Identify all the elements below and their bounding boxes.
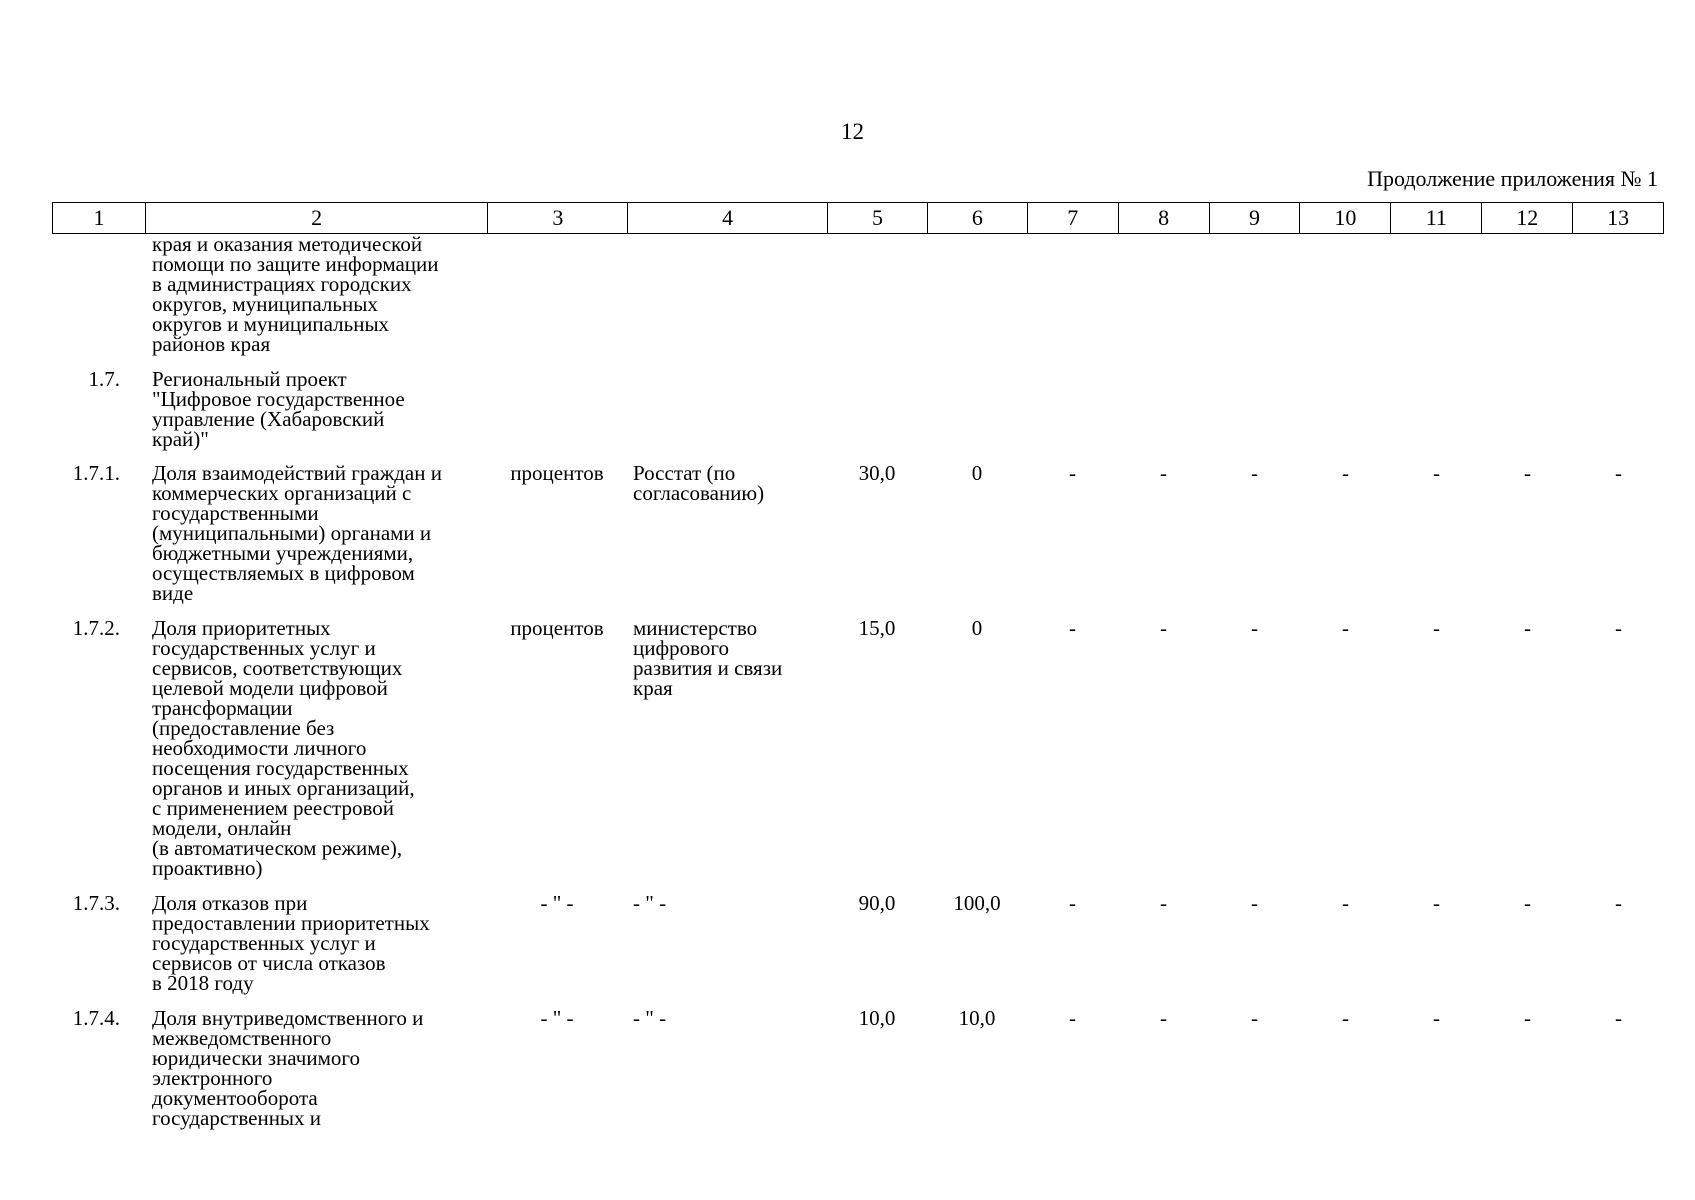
value-col-11: -: [1433, 616, 1440, 640]
value-col-9: -: [1251, 461, 1258, 485]
value-col-5: 30,0: [858, 461, 896, 485]
value-col-9: -: [1251, 1006, 1258, 1030]
value-col-7: -: [1069, 1006, 1076, 1030]
indicator-name: Доля отказов при предоставлении приоритетных государственных услуг и сервисов от числа отказов в 2018 году: [152, 891, 430, 995]
unit: - " -: [540, 891, 574, 915]
unit: процентов: [510, 616, 604, 640]
row-number: 1.7.: [88, 367, 120, 391]
value-col-11: -: [1433, 891, 1440, 915]
header-col-4: 4: [627, 203, 827, 233]
value-col-9: -: [1251, 616, 1258, 640]
value-col-13: -: [1615, 616, 1622, 640]
value-col-5: 10,0: [858, 1006, 896, 1030]
value-col-11: -: [1433, 1006, 1440, 1030]
value-col-10: -: [1342, 616, 1349, 640]
header-col-9: 9: [1209, 203, 1300, 233]
value-col-10: -: [1342, 1006, 1349, 1030]
value-col-6: 100,0: [953, 891, 1001, 915]
value-col-13: -: [1615, 891, 1622, 915]
value-col-8: -: [1160, 1006, 1167, 1030]
indicator-name: Региональный проект "Цифровое государственное управление (Хабаровский край)": [152, 367, 405, 451]
header-col-5: 5: [827, 203, 927, 233]
source: Росстат (по согласованию): [633, 461, 765, 505]
indicator-name: Доля внутриведомственного и межведомственного юридически значимого электронного документооборота государственных и: [152, 1006, 424, 1130]
source: - " -: [633, 891, 667, 915]
value-col-12: -: [1524, 461, 1531, 485]
header-col-11: 11: [1390, 203, 1481, 233]
header-col-12: 12: [1481, 203, 1572, 233]
header-col-13: 13: [1572, 203, 1663, 233]
header-col-8: 8: [1118, 203, 1209, 233]
value-col-7: -: [1069, 616, 1076, 640]
row-number: 1.7.2.: [72, 616, 120, 640]
row-number: 1.7.3.: [72, 891, 120, 915]
value-col-11: -: [1433, 461, 1440, 485]
row-number: 1.7.1.: [72, 461, 120, 485]
value-col-13: -: [1615, 1006, 1622, 1030]
source: - " -: [633, 1006, 667, 1030]
header-col-7: 7: [1027, 203, 1118, 233]
value-col-13: -: [1615, 461, 1622, 485]
value-col-6: 0: [971, 461, 983, 485]
value-col-10: -: [1342, 461, 1349, 485]
header-col-1: 1: [93, 205, 105, 230]
value-col-5: 15,0: [858, 616, 896, 640]
value-col-12: -: [1524, 616, 1531, 640]
value-col-12: -: [1524, 891, 1531, 915]
value-col-6: 0: [971, 616, 983, 640]
header-col-6: 6: [927, 203, 1027, 233]
header-col-3: 3: [487, 203, 627, 233]
value-col-10: -: [1342, 891, 1349, 915]
unit: - " -: [540, 1006, 574, 1030]
table-header-row: [52, 202, 1664, 234]
value-col-5: 90,0: [858, 891, 896, 915]
value-col-8: -: [1160, 616, 1167, 640]
value-col-7: -: [1069, 891, 1076, 915]
indicator-name: края и оказания методической помощи по защите информации в администрациях городских округов, муниципальных округов и муниципальных районов края: [152, 232, 439, 356]
value-col-8: -: [1160, 461, 1167, 485]
header-col-2: 2: [145, 203, 488, 233]
header-col-10: 10: [1299, 203, 1390, 233]
value-col-12: -: [1524, 1006, 1531, 1030]
value-col-9: -: [1251, 891, 1258, 915]
value-col-6: 10,0: [958, 1006, 996, 1030]
row-number: 1.7.4.: [72, 1006, 120, 1030]
continuation-label: Продолжение приложения № 1: [1367, 166, 1658, 191]
indicator-name: Доля приоритетных государственных услуг и сервисов, соответствующих целевой модели цифровой трансформации (предоставление без необходимости личного посещения государственных органов и иных организаций, с применением реестровой модели, онлайн (в автоматическом режиме), проактивно): [152, 616, 415, 880]
value-col-7: -: [1069, 461, 1076, 485]
page-number: 12: [841, 119, 864, 144]
unit: процентов: [510, 461, 604, 485]
source: министерство цифрового развития и связи края: [633, 616, 783, 700]
value-col-8: -: [1160, 891, 1167, 915]
indicator-name: Доля взаимодействий граждан и коммерческих организаций с государственными (муниципальными) органами и бюджетными учреждениями, осуществляемых в цифровом виде: [152, 461, 442, 605]
